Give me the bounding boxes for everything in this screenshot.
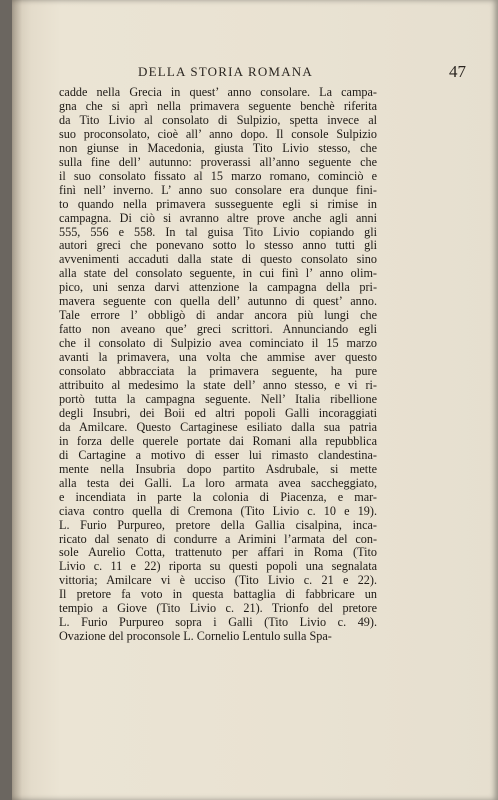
text-line: sulla fine dell’ autunno: proverassi all’anno seguente che xyxy=(59,154,377,169)
text-line: finì nell’ inverno. L’ anno suo consolare era dunque fini- xyxy=(59,182,377,197)
running-title: DELLA STORIA ROMANA xyxy=(138,64,313,79)
text-line: Il pretore fa voto in questa battaglia di fabbricare un xyxy=(59,587,377,602)
text-line: vittoria; Amilcare vi è ucciso (Tito Livio c. 21 e 22). xyxy=(59,573,377,588)
text-line: Ovazione del proconsole L. Cornelio Lentulo sulla Spa- xyxy=(59,629,332,644)
text-line: mente nella Insubria dopo partito Asdrubale, si mette xyxy=(59,461,377,476)
text-line: to quando nella primavera susseguente egli si rimise in xyxy=(59,196,377,211)
text-line: 555, 556 e 558. In tal guisa Tito Livio copiando gli xyxy=(59,224,377,239)
text-line: da Tito Livio al consolato di Sulpizio, spetta invece al xyxy=(59,112,377,127)
text-line: campagna. Di ciò si avranno altre prove anche agli anni xyxy=(59,210,377,225)
text-line: alla state del consolato seguente, in cui finì l’ anno olim- xyxy=(59,266,377,281)
text-line: degli Insubri, dei Boii ed altri popoli Galli incoraggiati xyxy=(59,405,377,420)
text-line: ricato dal senato di condurre a Arimini l’armata del con- xyxy=(59,531,377,546)
text-line: L. Furio Purpureo sopra i Galli (Tito Livio c. 49). xyxy=(59,615,377,630)
text-line: sole Aurelio Cotta, trattenuto per affari in Roma (Tito xyxy=(59,545,377,560)
text-line: e incendiata in parte la colonia di Piacenza, e mar- xyxy=(59,489,377,504)
text-line: gna che si aprì nella primavera seguente benchè riferita xyxy=(59,98,377,113)
body-text xyxy=(59,86,377,644)
text-line: non giunse in Macedonia, giusta Tito Livio stesso, che xyxy=(59,140,377,155)
text-line: consolato abbracciata la primavera seguente, ha pure xyxy=(59,364,377,379)
text-line: avanti la primavera, una volta che ammise aver questo xyxy=(59,350,377,365)
text-line: portò tutta la campagna seguente. Nell’ Italia ribellione xyxy=(59,391,377,406)
text-line: avvenimenti accaduti dalla state di questo consolato sino xyxy=(59,252,377,267)
text-line: che il consolato di Sulpizio avea cominciato il 15 marzo xyxy=(59,336,377,351)
text-line: fatto non aveano que’ greci scrittori. Annunciando egli xyxy=(59,322,377,337)
text-line: di Cartagine a motivo di esser lui rimasto clandestina- xyxy=(59,447,377,462)
text-line: autori greci che ponevano sotto lo stesso anno tutti gli xyxy=(59,238,377,253)
page-number: 47 xyxy=(449,62,466,81)
book-page xyxy=(12,0,498,800)
text-line: in forza delle querele portate dai Romani alla repubblica xyxy=(59,433,377,448)
text-line: mavera seguente con quella dell’ autunno di quest’ anno. xyxy=(59,294,377,309)
text-line: pico, uni senza darvi attenzione la campagna della pri- xyxy=(59,280,377,295)
text-line: suo proconsolato, cioè all’ anno dopo. Il console Sulpizio xyxy=(59,126,377,141)
text-line: Livio c. 11 e 22) riporta su questi popoli una segnalata xyxy=(59,559,377,574)
text-line: Tale errore l’ obbligò di andar ancora più lungi che xyxy=(59,308,377,323)
text-line: tempio a Giove (Tito Livio c. 21). Trionfo del pretore xyxy=(59,601,377,616)
text-line: il suo consolato fissato al 15 marzo romano, cominciò e xyxy=(59,168,377,183)
text-line: cadde nella Grecia in quest’ anno consolare. La campa- xyxy=(59,85,377,99)
text-line: alla testa dei Galli. La loro armata avea saccheggiato, xyxy=(59,475,377,490)
page-header xyxy=(46,62,476,84)
text-line: da Amilcare. Questo Cartaginese esiliato dalla sua patria xyxy=(59,419,377,434)
text-line: ciava contro quella di Cremona (Tito Livio c. 10 e 19). xyxy=(59,503,377,518)
text-line: attribuito al medesimo la state dell’ anno stesso, e vi ri- xyxy=(59,378,377,393)
text-line: L. Furio Purpureo, pretore della Gallia cisalpina, inca- xyxy=(59,517,377,532)
